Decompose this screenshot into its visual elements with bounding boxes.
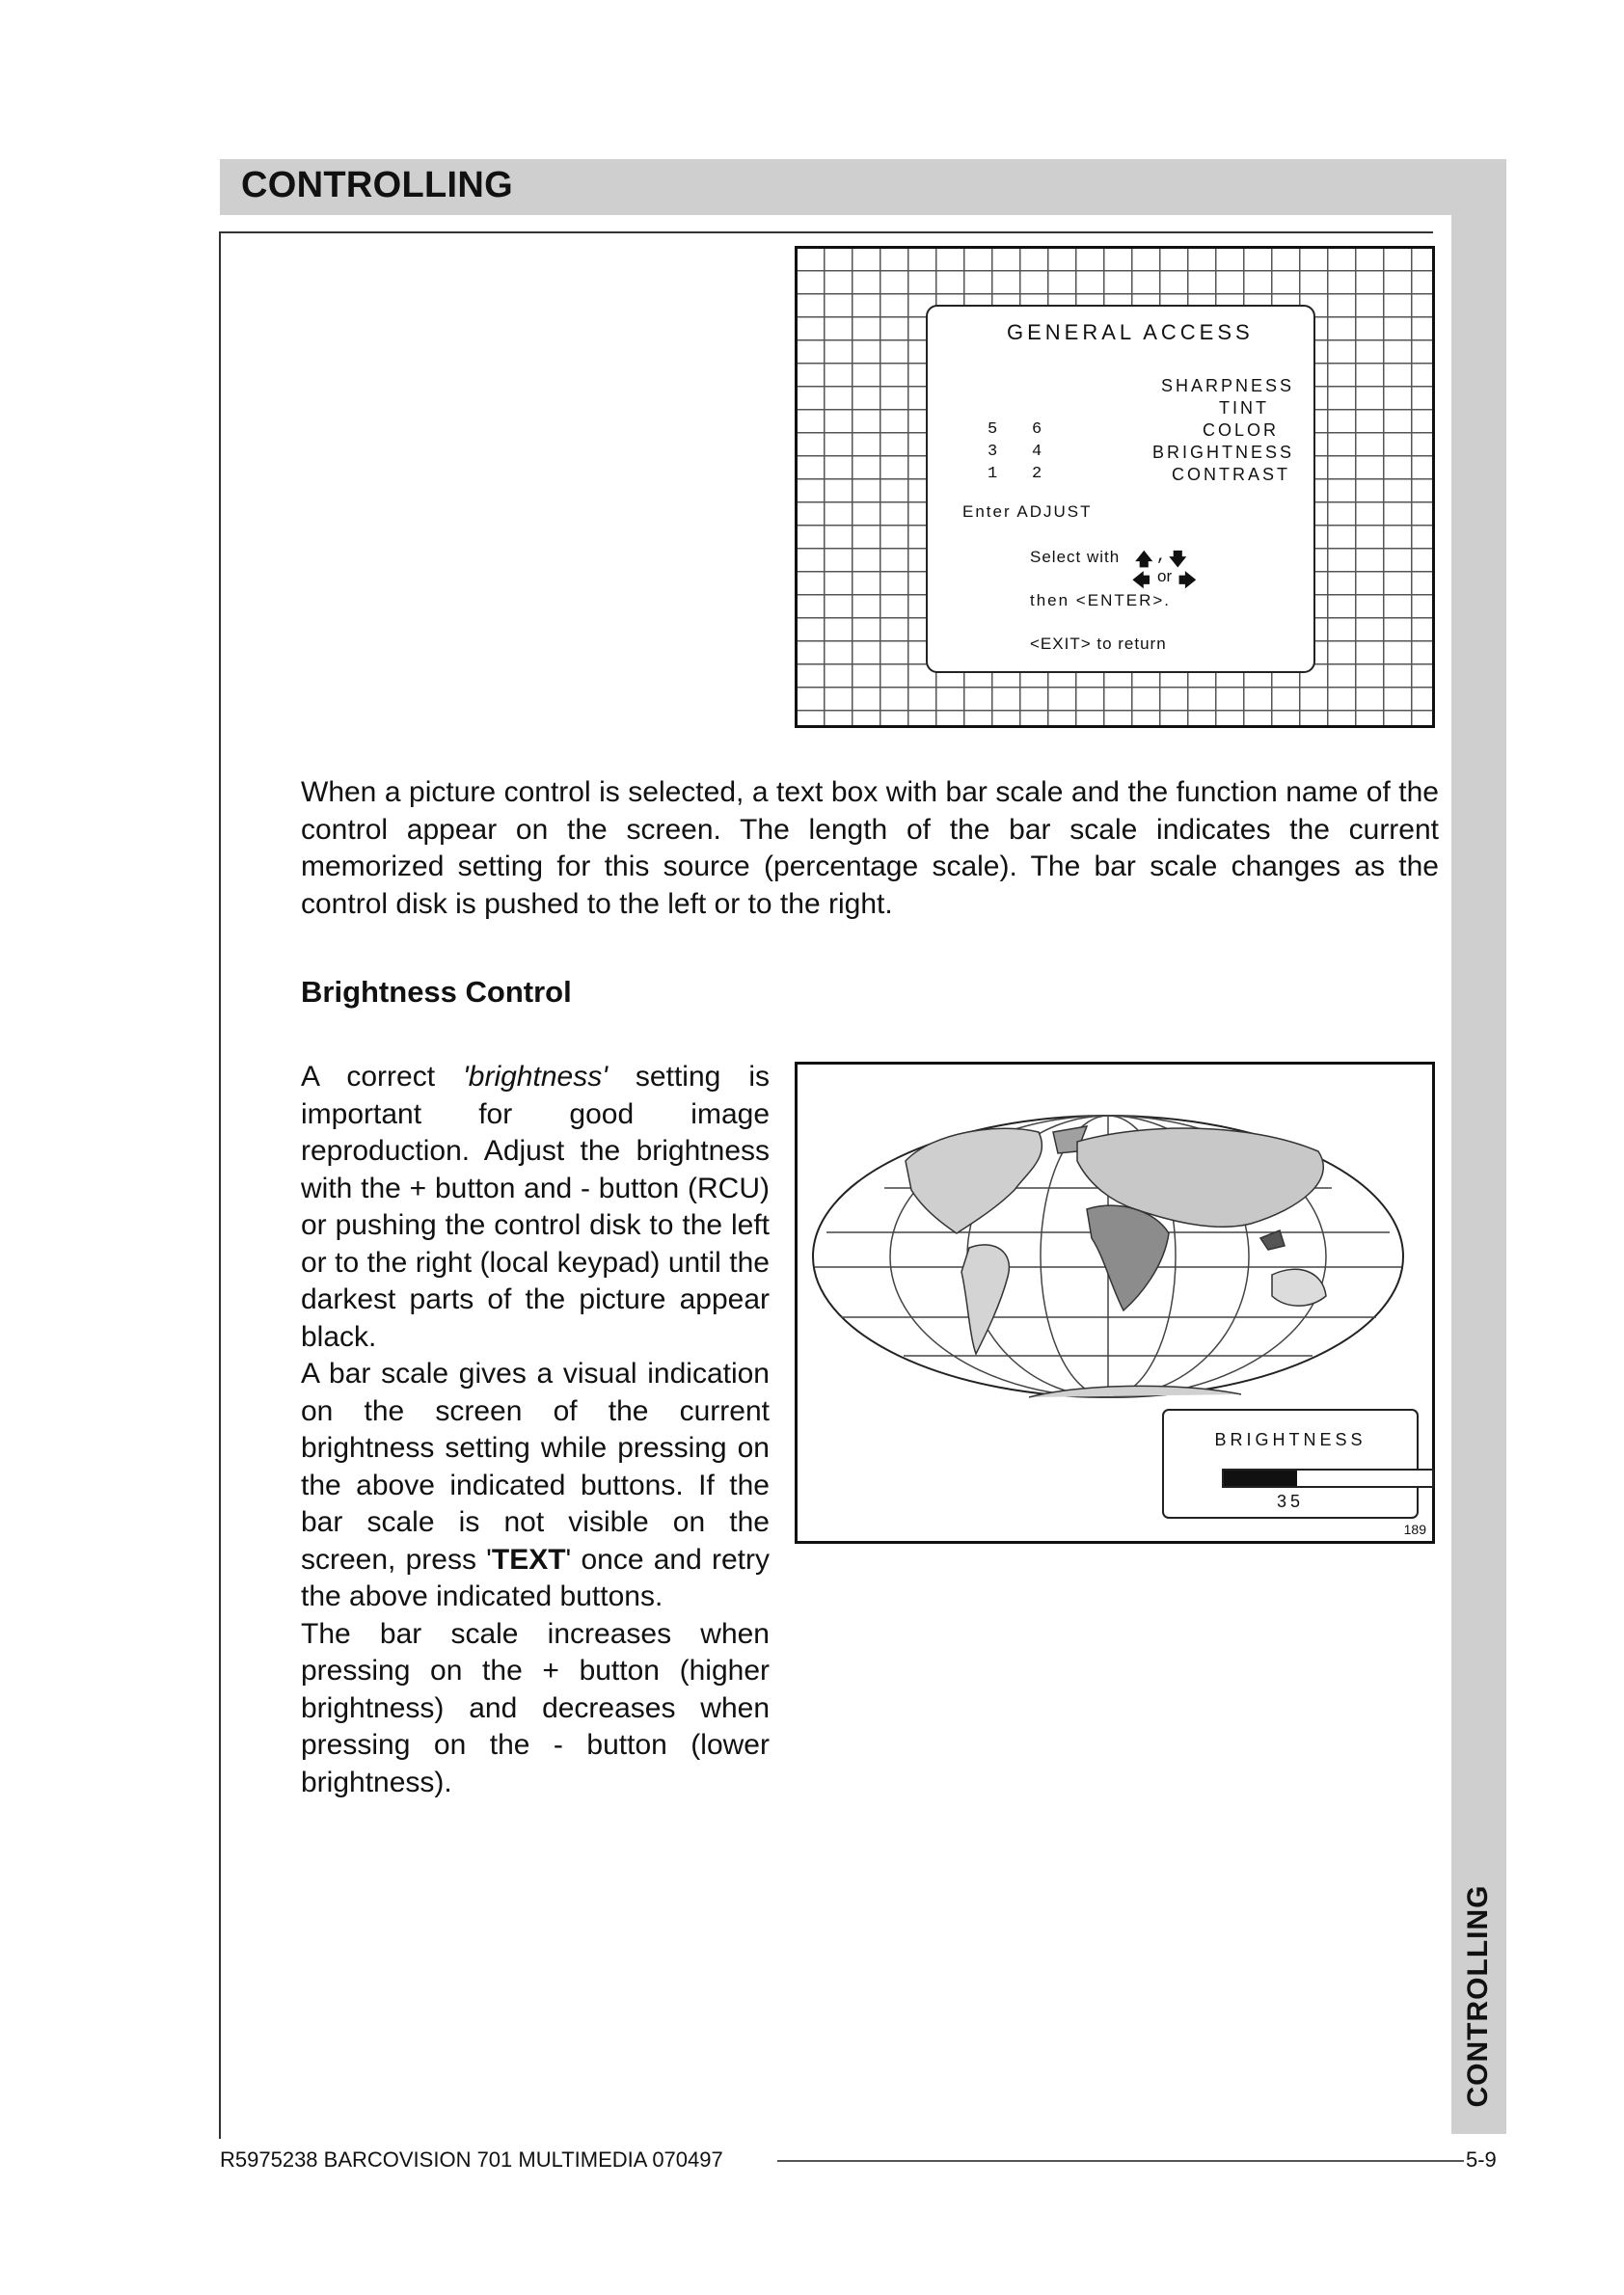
arrow-up-icon: 🡅 [1135, 552, 1153, 571]
brightness-para-1: A correct 'brightness' setting is important for good image reproduction. Adjust the brightness with the + button and - button (RCU) or pushing the control disk to the left or to the right (local keypad) until the darkest parts of the picture appear black. [301, 1061, 770, 1353]
side-tab-label: CONTROLLING [1462, 1884, 1494, 2108]
osd-number: 2 [1032, 465, 1042, 483]
brightness-figure [795, 1062, 1435, 1544]
osd-item-sharpness: SHARPNESS [1160, 376, 1294, 395]
page-number: 5-9 [1466, 2147, 1497, 2172]
brightness-bar-fill [1224, 1471, 1297, 1486]
osd-enter-adjust: Enter ADJUST [962, 502, 1093, 521]
arrow-right-icon: 🡆 [1178, 573, 1197, 592]
osd-item-brightness: BRIGHTNESS [1151, 443, 1294, 462]
osd-number: 1 [988, 465, 998, 483]
osd-exit-return: <EXIT> to return [1030, 634, 1167, 653]
section-title: CONTROLLING [241, 165, 513, 205]
brightness-para-3: The bar scale increases when pressing on the + button (higher brightness) and decreases when pressing on the - button (lower brightness). [301, 1617, 770, 1798]
osd-screen [795, 246, 1435, 728]
osd-menu-title: GENERAL ACCESS [1007, 320, 1254, 344]
osd-number: 3 [988, 443, 998, 461]
figure-number: 189 [1403, 1522, 1426, 1537]
brightness-osd [1162, 1409, 1419, 1519]
brightness-osd-value: 35 [1276, 1492, 1305, 1511]
osd-number: 6 [1032, 420, 1042, 439]
osd-number: 4 [1032, 443, 1042, 461]
brightness-heading: Brightness Control [301, 975, 572, 1009]
osd-menu [926, 305, 1315, 673]
section-header [220, 159, 1506, 215]
side-tab [1451, 215, 1506, 2134]
osd-item-tint: TINT [1219, 398, 1269, 418]
left-rule [219, 231, 221, 2139]
brightness-para-2: A bar scale gives a visual indication on the screen of the current brightness setting while pressing on the above indicated buttons. If the bar scale is not visible on the screen, press 'TEXT' once and retry the above indicated buttons. [301, 1358, 770, 1612]
arrow-down-icon: 🡇 [1169, 552, 1187, 571]
brightness-bar-track [1222, 1469, 1434, 1488]
osd-then-enter: then <ENTER>. [1030, 591, 1172, 609]
footer-doc-id: R5975238 BARCOVISION 701 MULTIMEDIA 070497 [220, 2147, 723, 2172]
osd-select-with: Select with [1030, 548, 1121, 566]
osd-number: 5 [988, 420, 998, 439]
osd-item-contrast: CONTRAST [1172, 465, 1290, 484]
osd-or: or [1157, 567, 1173, 585]
arrow-left-icon: 🡄 [1132, 573, 1150, 592]
brightness-osd-label: BRIGHTNESS [1214, 1430, 1367, 1449]
brightness-text [301, 1059, 770, 1801]
footer-rule [777, 2160, 1464, 2162]
intro-paragraph: When a picture control is selected, a text box with bar scale and the function name of the control appear on the screen. The length of the bar scale indicates the current memorized setting for this source (percentage scale). The bar scale changes as the control disk is pushed to the left or to the right. [301, 776, 1439, 920]
osd-comma: , [1156, 548, 1167, 566]
top-rule [220, 231, 1433, 233]
osd-item-color: COLOR [1202, 420, 1279, 440]
